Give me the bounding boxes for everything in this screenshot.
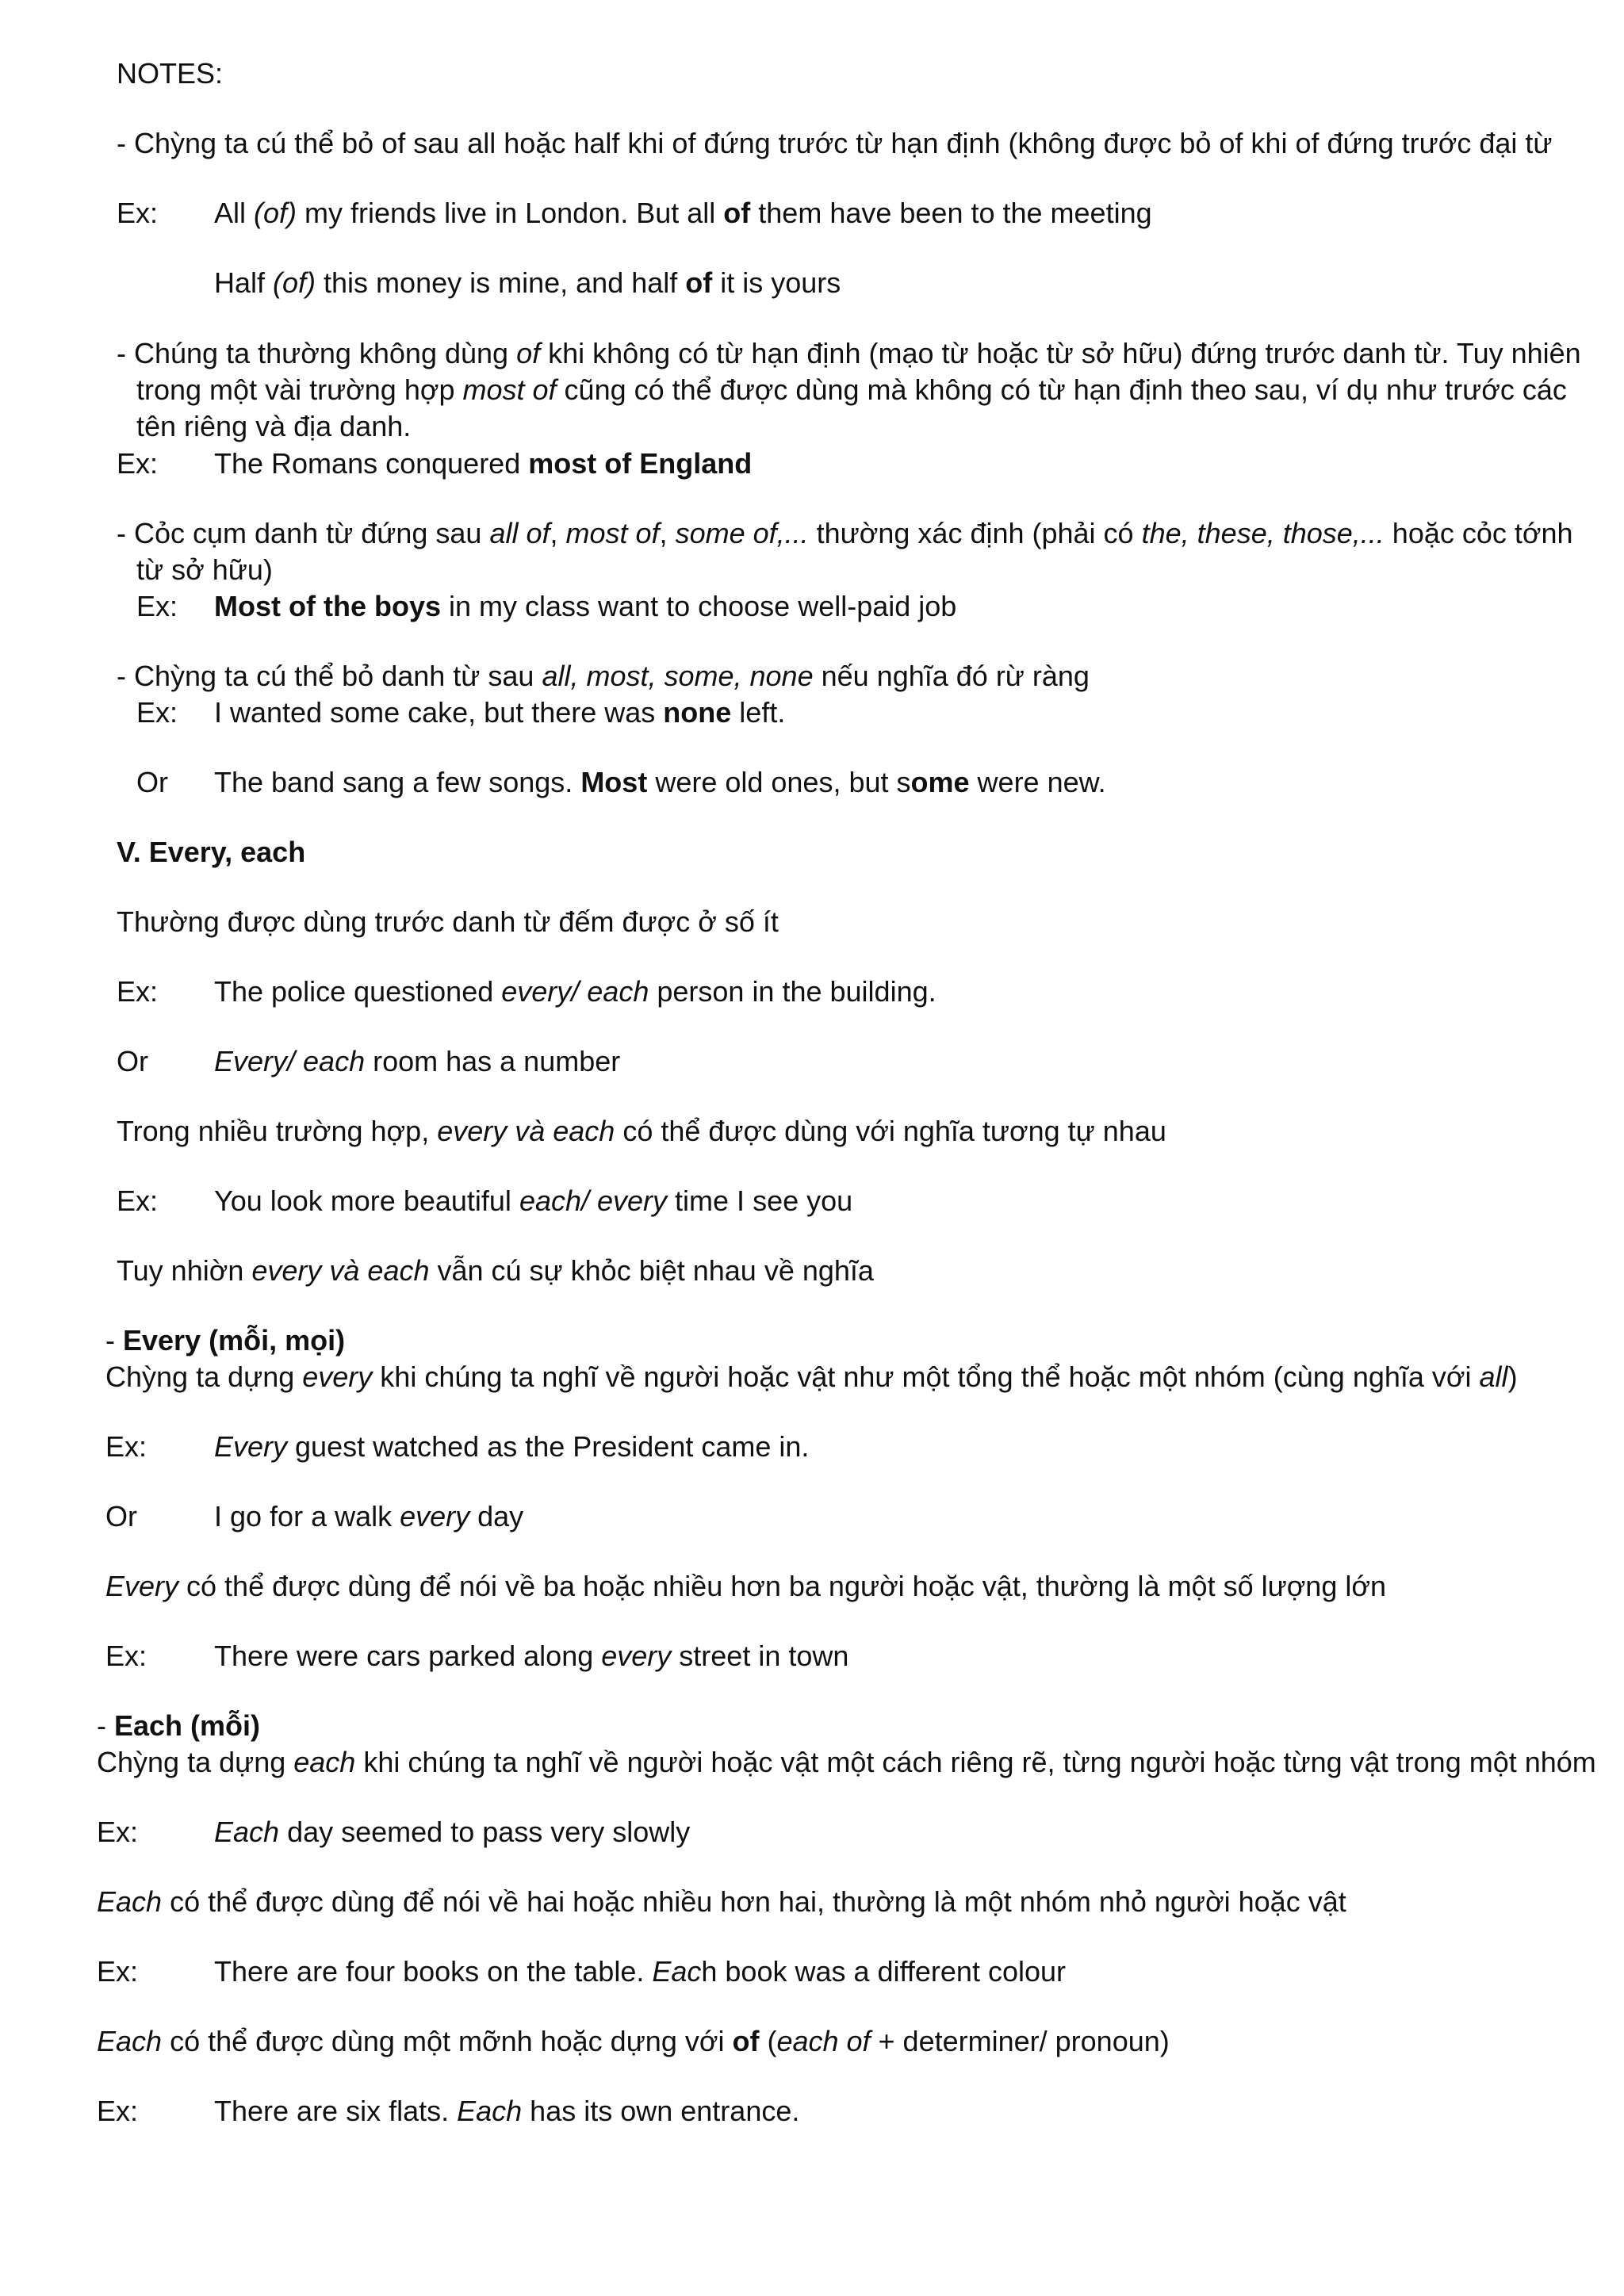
note-4-text: - Chỳng ta cú thể bỏ danh từ sau all, most, some, none nếu nghĩa đó rừ ràng — [117, 660, 1090, 692]
note-2-text-line-1: - Chúng ta thường không dùng of khi không có từ hạn định (mạo từ hoặc từ sở hữu) đứng trước danh từ. Tuy nhiên — [117, 337, 1581, 369]
every-definition: Chỳng ta dựng every khi chúng ta nghĩ về người hoặc vật như một tổng thể hoặc một nhóm (cùng nghĩa với all) — [105, 1360, 1518, 1393]
note-2-text-line-3: tên riêng và địa danh. — [136, 410, 412, 442]
every-each-difference-text: Tuy nhiờn every và each vẫn cú sự khỏc biệt nhau về nghĩa — [117, 1254, 874, 1287]
notes-heading: NOTES: — [117, 57, 224, 90]
every-each-similar-text: Trong nhiều trường hợp, every và each có thể được dùng với nghĩa tương tự nhau — [117, 1115, 1166, 1147]
each-subheading: - Each (mỗi) — [97, 1709, 261, 1742]
every-subheading: - Every (mỗi, mọi) — [105, 1324, 346, 1357]
note-1-example-2: Half (of) this money is mine, and half of it is yours — [214, 266, 841, 299]
each-usage-text: Each có thể được dùng để nói về hai hoặc nhiều hơn hai, thường là một nhóm nhỏ người hoặc vật — [97, 1885, 1346, 1918]
each-definition: Chỳng ta dựng each khi chúng ta nghĩ về người hoặc vật một cách riêng rẽ, từng người hoặc từng vật trong một nhóm — [97, 1746, 1596, 1778]
note-2-text-line-2: trong một vài trường hợp most of cũng có thể được dùng mà không có từ hạn định theo sau, ví dụ như trước các — [136, 373, 1567, 406]
every-each-intro: Thường được dùng trước danh từ đếm được ở số ít — [117, 905, 779, 938]
section-heading-every-each: V. Every, each — [117, 836, 306, 868]
every-usage-text: Every có thể được dùng để nói về ba hoặc nhiều hơn ba người hoặc vật, thường là một số lượng lớn — [105, 1570, 1386, 1602]
note-1-text: - Chỳng ta cú thể bỏ of sau all hoặc half khi of đứng trước từ hạn định (không được bỏ of khi of đứng trước đại từ — [117, 127, 1553, 159]
each-of-text: Each có thể được dùng một mỡnh hoặc dựng với of (each of + determiner/ pronoun) — [97, 2025, 1170, 2057]
note-3-text-line-2: từ sở hữu) — [136, 553, 273, 586]
document-page: NOTES: - Chỳng ta cú thể bỏ of sau all hoặc half khi of đứng trước từ hạn định (không được bỏ of khi of đứng trước đại từ Ex: All (of) my friends live in London. But all of them have been to the meeting Half (of) this money is mine, and half of it is yours - Chúng ta thường không dùng of khi không có từ hạn định (mạo từ hoặc từ sở hữu) đứng trước danh từ. Tuy nhiên trong một vài trường hợp most of cũng có thể được dùng mà không có từ hạn định theo sau, ví dụ như trước các tên riêng và địa danh. Ex: The Romans conquered most of England - Cỏc cụm danh từ đứng sau all of, most of, some of,... thường xác định (phải có the, these, those,... hoặc cỏc tớnh từ sở hữu) Ex: Most of the boys in my class want to choose well-paid job - Chỳng ta cú thể bỏ danh từ sau all, most, some, none nếu nghĩa đó rừ ràng Ex: I wanted some cake, but there was none left. Or The band sang a few songs. Most were old ones, but some were new. V. Every, each Thường được dùng trước danh từ đếm được ở số ít Ex: The police questioned every/ each person in the building. Or Every/ each room has a number Trong nhiều trường hợp, every và each có thể được dùng với nghĩa tương tự nhau Ex: You look more beautiful each/ every time I see you Tuy nhiờn every và each vẫn cú sự khỏc biệt nhau về nghĩa - Every (mỗi, mọi) Chỳng ta dựng every khi chúng ta nghĩ về người hoặc vật như một tổng thể hoặc một nhóm (cùng nghĩa với all) Ex: Every guest watched as the President came in. Or I go for a walk every day Every có thể được dùng để nói về ba hoặc nhiều hơn ba người hoặc vật, thường là một số lượng lớn Ex: There were cars parked along every street in town - Each (mỗi) Chỳng ta dựng each khi chúng ta nghĩ về người hoặc vật một cách riêng rẽ, từng người hoặc từng vật trong một nhóm Ex: Each day seemed to pass very slowly Each có thể được dùng để nói về hai hoặc nhiều hơn hai, thường là một nhóm nhỏ người hoặc vật Ex: There are four books on the table. Each book was a different colour Each có thể được dùng một mỡnh hoặc dựng với of (each of + determiner/ pronoun) Ex: There are six flats. Each has its own entrance. — [97, 57, 1596, 2127]
note-3-text-line-1: - Cỏc cụm danh từ đứng sau all of, most of, some of,... thường xác định (phải có the, these, those,... hoặc cỏc tớnh — [117, 517, 1573, 549]
